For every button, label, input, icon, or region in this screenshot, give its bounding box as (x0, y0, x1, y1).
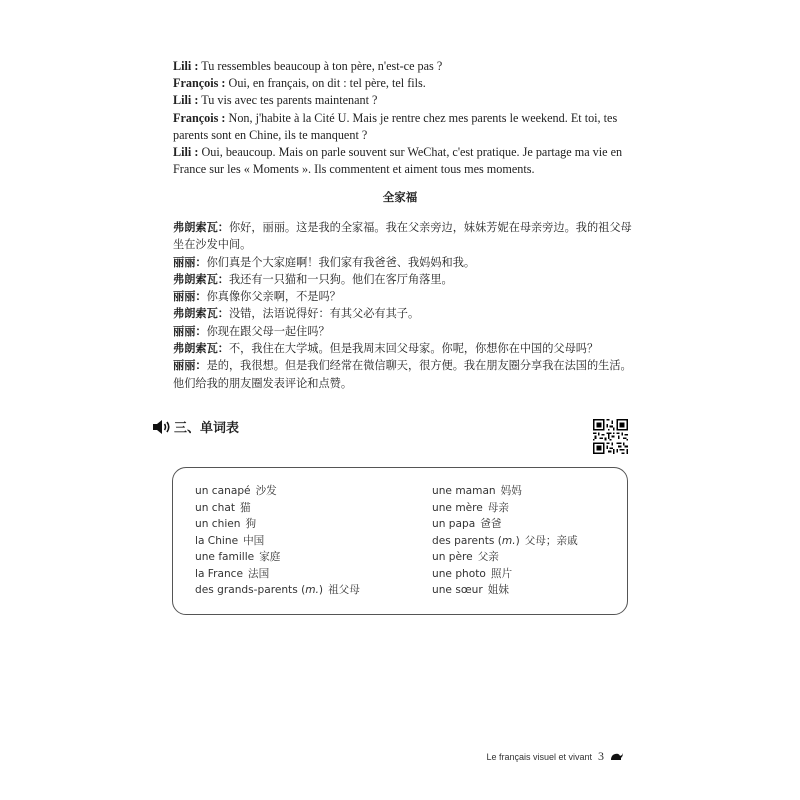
speaker-label: 弗朗索瓦： (173, 222, 229, 234)
vocab-chinese: 猫 (239, 501, 251, 514)
dialogue-line (173, 58, 633, 75)
speaker-label: François : (173, 76, 226, 91)
dialogue-line (173, 220, 633, 255)
vocab-chinese: 狗 (245, 518, 257, 530)
dialogue-line (173, 324, 633, 341)
page-number: 3 (598, 749, 604, 763)
speaker-icon[interactable] (152, 419, 172, 435)
snail-icon (610, 752, 624, 761)
dialogue-text: 是的，我很想。但是我们经常在微信聊天，很方便。我在朋友圈分享我在法国的生活。他们给我的朋友圈发表评论和点赞。 (173, 360, 632, 390)
dialogue-text: 不，我住在大学城。但是我周末回父母家。你呢，你想你在中国的父母吗？ (228, 343, 599, 356)
vocab-chinese: 父母；亲戚 (524, 534, 578, 547)
vocabulary-item (432, 483, 578, 500)
dialogue-text: Tu ressembles beaucoup à ton père, n'est-ce pas ? (198, 59, 443, 73)
vocabulary-column-right (432, 483, 578, 599)
dialogue-line (173, 341, 633, 358)
vocab-chinese: 祖父母 (328, 584, 360, 596)
dialogue-line (173, 144, 633, 178)
dialogue-line (173, 289, 633, 306)
speaker-label: 弗朗索瓦： (173, 273, 229, 286)
speaker-label: 弗朗索瓦： (173, 343, 229, 356)
dialogue-text: Tu vis avec tes parents maintenant ? (198, 93, 378, 108)
vocab-french: une sœur (432, 584, 483, 596)
vocab-french: des grands-parents (m.) (195, 584, 324, 596)
vocabulary-item (432, 500, 578, 517)
vocab-chinese: 照片 (490, 567, 513, 580)
vocab-chinese: 母亲 (487, 501, 509, 514)
vocab-french: un papa (432, 518, 476, 530)
speaker-label: 丽丽： (173, 291, 207, 304)
dialogue-line (173, 272, 633, 289)
vocabulary-item (195, 500, 360, 517)
vocabulary-box (172, 467, 628, 615)
qr-code-icon[interactable] (593, 419, 628, 454)
vocabulary-column-left (195, 483, 360, 599)
dialogue-line (173, 75, 633, 92)
vocab-french: une mère (432, 501, 483, 514)
vocabulary-item (432, 582, 578, 599)
vocab-chinese: 妈妈 (500, 485, 522, 497)
speaker-label: François : (173, 110, 226, 125)
speaker-label: Lili : (173, 145, 199, 160)
dialogue-text: 没错，法语说得好：有其父必有其子。 (228, 308, 420, 321)
vocabulary-item (432, 516, 578, 533)
speaker-label: Lili : (173, 59, 199, 73)
dialogue-text: Oui, en français, on dit : tel père, tel fils. (225, 76, 426, 91)
vocabulary-heading (152, 417, 239, 436)
dialogue-text: 你好，丽丽。这是我的全家福。我在父亲旁边，妹妹芳妮在母亲旁边。我的祖父母坐在沙发中间。 (173, 222, 632, 252)
vocab-chinese: 姐妹 (487, 584, 509, 596)
vocab-chinese: 爸爸 (480, 518, 502, 530)
dialogue-text: 我还有一只猫和一只狗。他们在客厅角落里。 (228, 273, 453, 286)
dialogue-text: Oui, beaucoup. Mais on parle souvent sur WeChat, c'est pratique. Je partage ma vie en France sur les « Moments ». Ils commentent et aiment tous mes moments. (173, 145, 623, 177)
speaker-label: 弗朗索瓦： (173, 308, 229, 321)
dialogue-text: 你现在跟父母一起住吗？ (206, 325, 330, 338)
vocabulary-item (195, 483, 360, 500)
vocabulary-heading-text: 三、单词表 (174, 420, 240, 435)
vocab-french: une famille (195, 551, 255, 563)
speaker-label: 丽丽： (173, 325, 207, 338)
book-title: Le français visuel et vivant (486, 751, 592, 762)
vocab-french: un canapé (195, 485, 251, 497)
vocabulary-item (432, 566, 578, 583)
vocab-french: un chien (195, 518, 241, 530)
french-dialogue (173, 58, 633, 178)
vocab-french: un chat (195, 501, 235, 514)
page-footer (486, 749, 624, 764)
vocab-french: un père (432, 551, 473, 563)
vocabulary-item (195, 516, 360, 533)
dialogue-line (173, 358, 633, 393)
dialogue-line (173, 110, 633, 144)
vocab-french: une photo (432, 567, 486, 580)
speaker-label: 丽丽： (173, 256, 207, 269)
vocabulary-item (195, 566, 360, 583)
vocabulary-item (195, 549, 360, 566)
vocabulary-item (432, 533, 578, 550)
vocab-chinese: 家庭 (259, 551, 281, 563)
speaker-label: Lili : (173, 93, 199, 108)
dialogue-line (173, 255, 633, 272)
dialogue-line (173, 306, 633, 323)
vocabulary-item (195, 533, 360, 550)
vocab-french: la Chine (195, 534, 239, 547)
dialogue-line (173, 92, 633, 109)
dialogue-text: 你们真是个大家庭啊！我们家有我爸爸、我妈妈和我。 (206, 256, 476, 269)
vocab-chinese: 沙发 (255, 485, 277, 497)
vocabulary-item (195, 582, 360, 599)
dialogue-text: Non, j'habite à la Cité U. Mais je rentre chez mes parents le weekend. Et toi, tes parents sont en Chine, ils te manquent ? (173, 110, 618, 142)
vocab-french: une maman (432, 485, 496, 497)
vocab-french: la France (195, 567, 244, 580)
speaker-label: 丽丽： (173, 360, 207, 373)
vocab-chinese: 法国 (248, 567, 270, 580)
vocab-chinese: 中国 (243, 534, 265, 547)
vocab-french: des parents (m.) (432, 534, 520, 547)
chinese-dialogue (173, 220, 633, 393)
chinese-dialogue-title: 全家福 (382, 192, 418, 204)
vocabulary-item (432, 549, 578, 566)
vocab-chinese: 父亲 (477, 551, 499, 563)
dialogue-text: 你真像你父亲啊，不是吗？ (206, 291, 341, 304)
